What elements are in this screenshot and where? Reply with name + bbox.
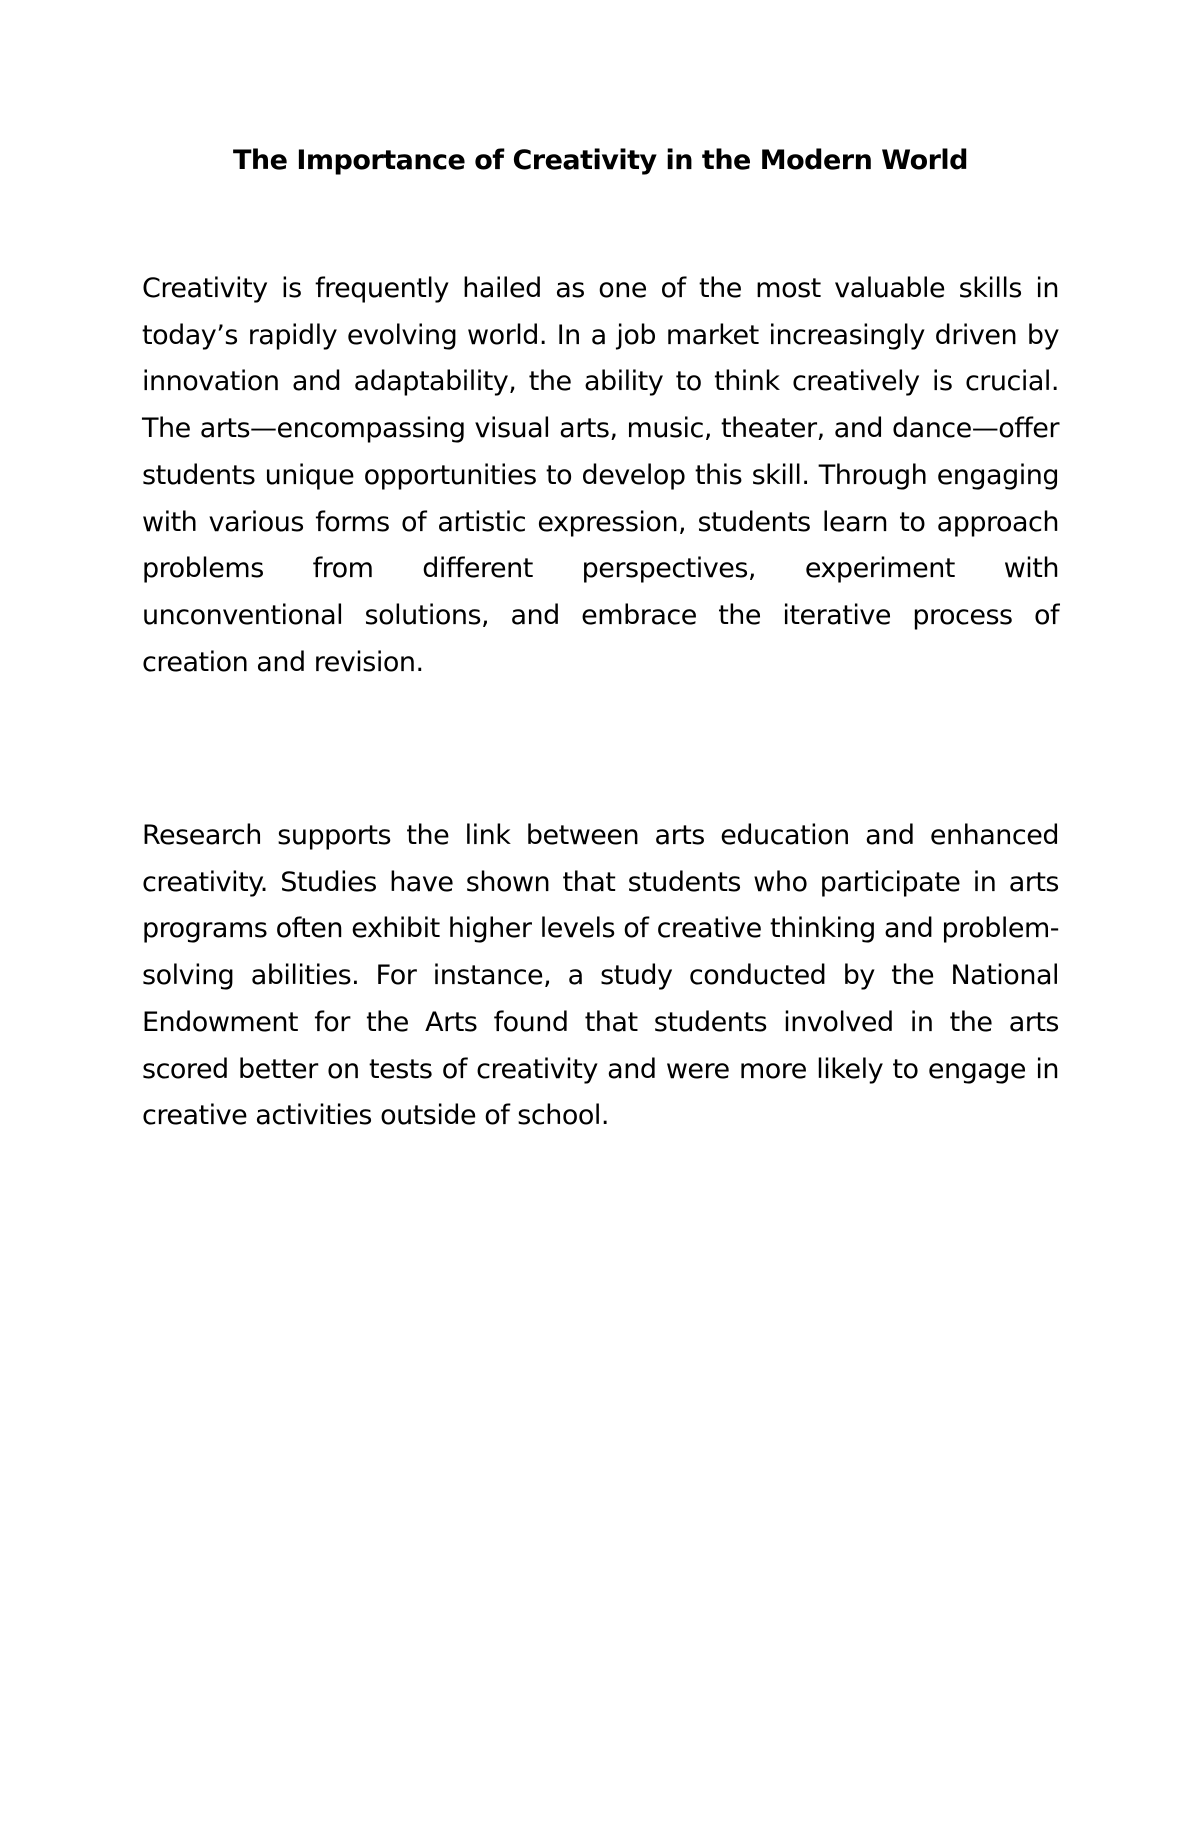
paragraph-creativity-skills: Creativity is frequently hailed as one of the most valuable skills in today’s rapidly evolving world. In a job market increasingly driven by innovation and adaptability, the ability to think creatively is crucial. The arts—encompassing visual arts, music, theater, and dance—offer students unique opportunities to develop this skill. Through engaging with various forms of artistic expression, students learn to approach problems from different perspectives, experiment with unconventional solutions, and embrace the iterative process of creation and revision. [142,273,1059,678]
paragraph-research-support: Research supports the link between arts education and enhanced creativity. Studies have shown that students who participate in arts programs often exhibit higher levels of creative thinking and problem-solving abilities. For instance, a study conducted by the National Endowment for the Arts found that students involved in the arts scored better on tests of creativity and were more likely to engage in creative activities outside of school. [142,820,1059,1132]
document-title: The Importance of Creativity in the Modern World [232,145,969,176]
